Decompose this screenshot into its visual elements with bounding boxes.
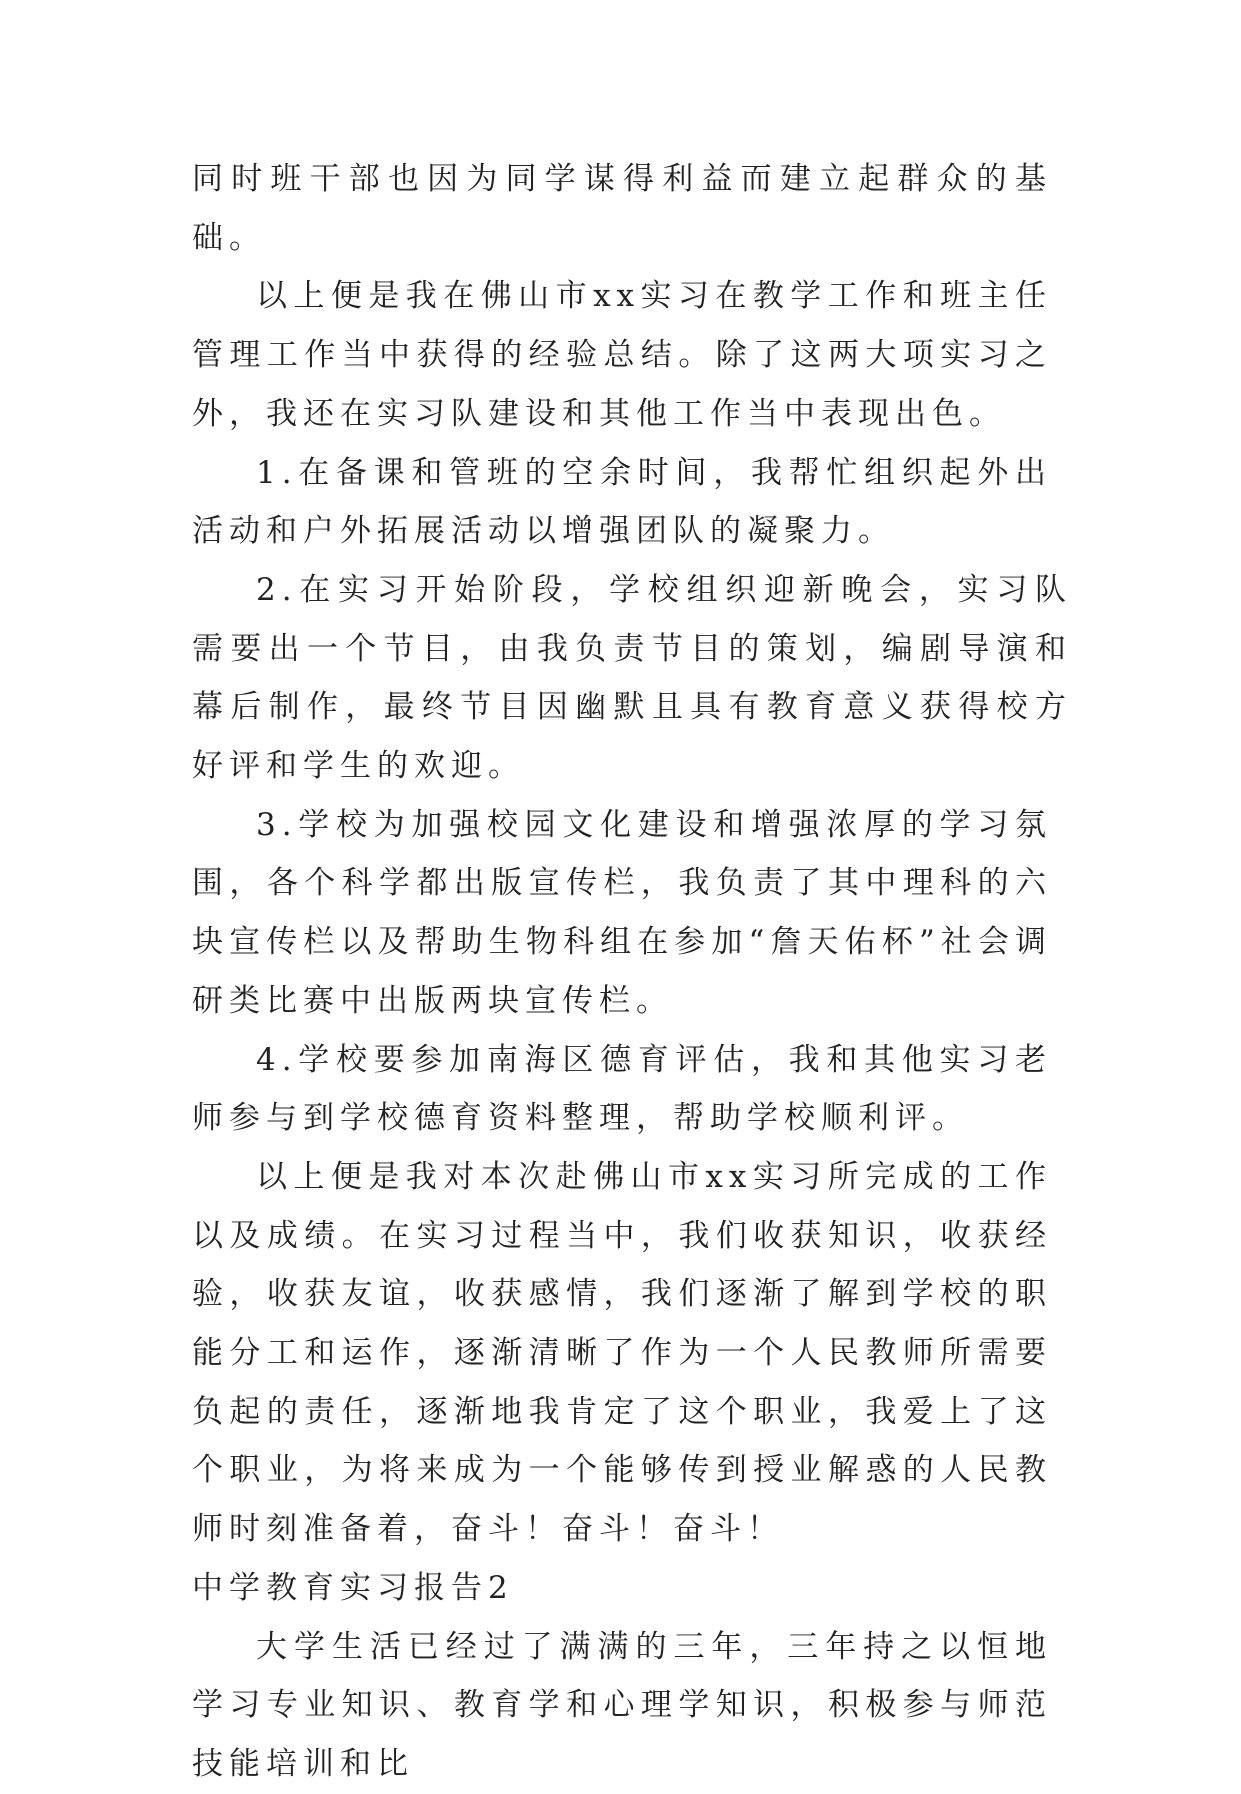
paragraph-summary: 以上便是我在佛山市xx实习在教学工作和班主任管理工作当中获得的经验总结。除了这两大项实习之外，我还在实习队建设和其他工作当中表现出色。 <box>192 278 1052 432</box>
paragraph-item-2: 2.在实习开始阶段，学校组织迎新晚会，实习队需要出一个节目，由我负责节目的策划，编剧导演和幕后制作，最终节目因幽默且具有教育意义获得校方好评和学生的欢迎。 <box>192 571 1072 785</box>
paragraph-conclusion: 以上便是我对本次赴佛山市xx实习所完成的工作以及成绩。在实习过程当中，我们收获知识，收获经验，收获友谊，收获感情，我们逐渐了解到学校的职能分工和运作，逐渐清晰了作为一个人民教师所需要负起的责任，逐渐地我肯定了这个职业，我爱上了这个职业，为将来成为一个能够传到授业解惑的人民教师时刻准备着，奋斗！奋斗！奋斗！ <box>192 1158 1052 1548</box>
paragraph-continuation: 同时班干部也因为同学谋得利益而建立起群众的基础。 <box>192 161 1052 256</box>
paragraph-item-1: 1.在备课和管班的空余时间，我帮忙组织起外出活动和户外拓展活动以增强团队的凝聚力。 <box>192 454 1052 550</box>
paragraph-item-4: 4.学校要参加南海区德育评估，我和其他实习老师参与到学校德育资料整理，帮助学校顺利评。 <box>192 1041 1052 1137</box>
paragraph-item-3: 3.学校为加强校园文化建设和增强浓厚的学习氛围，各个科学都出版宣传栏，我负责了其中理科的六块宣传栏以及帮助生物科组在参加“詹天佑杯”社会调研类比赛中出版两块宣传栏。 <box>192 806 1052 1019</box>
paragraph-report-2-intro: 大学生活已经过了满满的三年，三年持之以恒地学习专业知识、教育学和心理学知识，积极参与师范技能培训和比 <box>192 1628 1052 1782</box>
section-heading: 中学教育实习报告2 <box>192 1569 514 1606</box>
document-body <box>192 150 1072 1794</box>
